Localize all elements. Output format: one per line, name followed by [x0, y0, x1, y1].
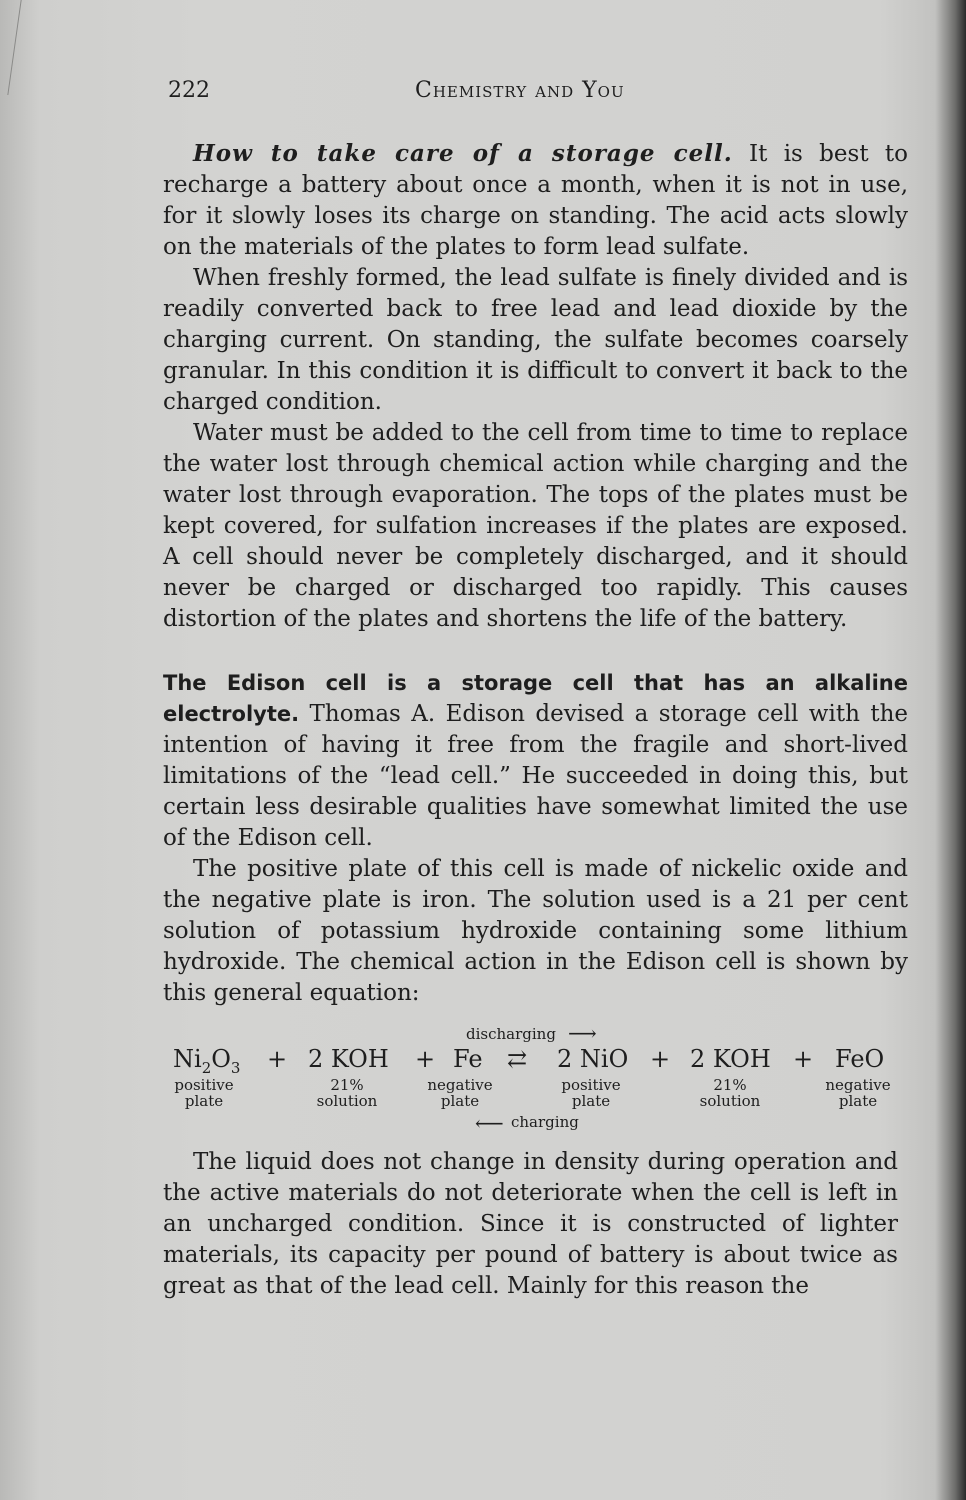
paragraph: Water must be added to the cell from time to time to replace the water lost through chemical action while charging and the water lost through evaporation. The tops of the plates must be kept covered, for sulfation increases if the plates are exposed. A cell should never be completely discharged, and it should never be charged or discharged too rapidly. This causes distortion of the plates and shortens the life of the battery.: [163, 420, 908, 632]
arrow-right-icon: ⟶: [568, 1021, 597, 1045]
paragraph: [163, 668, 908, 854]
page-header: [168, 78, 668, 110]
solution-label: 21% solution: [699, 1076, 761, 1110]
paragraph: [163, 138, 908, 263]
paragraph-text: It is best to recharge a battery about once a month, when it is not in use, for it slowly loses its charge on standing. The acid acts slowly on the materials of the plates to form lead sulfate.: [163, 141, 908, 260]
page-edge-mark: [7, 0, 24, 95]
plus-sign: +: [267, 1045, 288, 1073]
running-head: Chemistry and You: [415, 78, 625, 103]
storage-care-section: [163, 138, 908, 635]
ni2o3-formula: $Ni_2O_3$: [173, 1045, 241, 1077]
koh-product: 2 KOH: [690, 1045, 771, 1073]
edison-section: [163, 668, 908, 1009]
section-heading: How to take care of a storage cell.: [193, 140, 733, 167]
solution-label: 21% solution: [316, 1076, 378, 1110]
paragraph-text: Thomas A. Edison devised a storage cell with the intention of having it free from the fragile and short-lived limitations of the “lead cell.” He succeeded in doing this, but certain less desirable qualities have somewhat limited the use of the Edison cell.: [163, 701, 908, 851]
positive-plate-label: positive plate: [561, 1076, 621, 1110]
koh-reactant: 2 KOH: [308, 1045, 389, 1073]
section-heading: The Edison cell is a storage cell that has an alkaline electrolyte.: [163, 671, 908, 726]
charging-label: charging: [511, 1113, 579, 1131]
paragraph: When freshly formed, the lead sulfate is finely divided and is readily converted back to free lead and lead dioxide by the charging current. On standing, the sulfate becomes coarsely granular. In this condition it is difficult to convert it back to the charged condition.: [163, 265, 908, 415]
fe-reactant: Fe: [453, 1045, 483, 1073]
page-number: 222: [168, 78, 210, 103]
plus-sign: +: [793, 1045, 814, 1073]
plus-sign: +: [650, 1045, 671, 1073]
negative-plate-label: negative plate: [825, 1076, 891, 1110]
arrow-left-icon: ⟵: [475, 1111, 504, 1135]
closing-section: [163, 1147, 898, 1302]
plus-sign: +: [415, 1045, 436, 1073]
nio-product: 2 NiO: [557, 1045, 629, 1073]
paragraph: The liquid does not change in density during operation and the active materials do not deteriorate when the cell is left in an uncharged condition. Since it is constructed of lighter materials, its capacity per pound of battery is about twice as great as that of the lead cell. Mainly for this reason the: [163, 1149, 898, 1299]
equilibrium-arrows-icon: ⇄: [507, 1045, 528, 1073]
negative-plate-label: negative plate: [427, 1076, 493, 1110]
positive-plate-label: positive plate: [174, 1076, 234, 1110]
feo-product: FeO: [835, 1045, 885, 1073]
paragraph: The positive plate of this cell is made of nickelic oxide and the negative plate is iron. The solution used is a 21 per cent solution of potassium hydroxide containing some lithium hydroxide. The chemical action in the Edison cell is shown by this general equation:: [163, 856, 908, 1006]
edison-equation: [163, 1021, 903, 1135]
discharging-label: discharging: [466, 1025, 556, 1043]
